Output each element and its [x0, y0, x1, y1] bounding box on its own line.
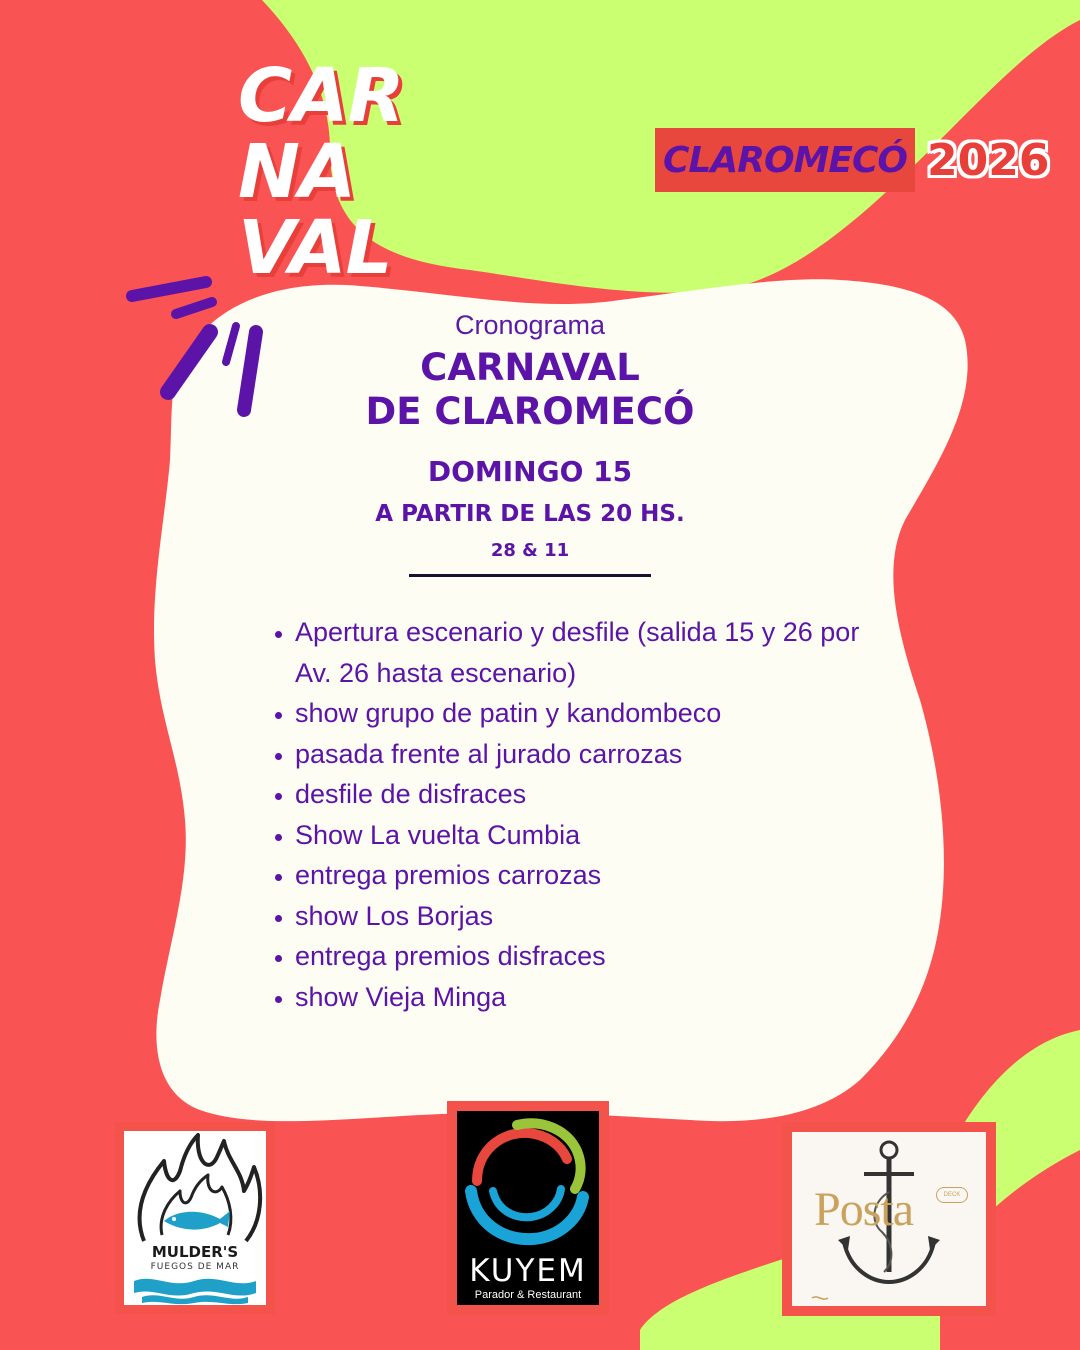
sponsor-logo-kuyem: [447, 1101, 609, 1315]
event-day: DOMINGO 15: [427, 455, 633, 488]
flame-fish-icon: [124, 1131, 266, 1305]
list-item: • entrega premios carrozas: [295, 855, 875, 896]
kuyem-name: KUYEM: [469, 1253, 587, 1289]
list-item: • show grupo de patin y kandombeco: [295, 693, 875, 734]
carnaval-title: [238, 53, 404, 291]
event-place: 28 & 11: [490, 540, 570, 561]
location-year-banner: [655, 128, 1049, 192]
schedule-header: [200, 300, 860, 577]
list-item: • Apertura escenario y desfile (salida 15 y 26 por Av. 26 hasta escenario): [295, 612, 875, 693]
schedule-title-line1: CARNAVAL: [420, 346, 640, 389]
title-line-car: CAR: [238, 53, 404, 139]
posta-logo-inner: [792, 1132, 986, 1306]
divider: [409, 574, 651, 577]
kuyem-tagline: Parador & Restaurant: [474, 1289, 582, 1301]
list-item: • show Los Borjas: [295, 896, 875, 937]
title-line-val: VAL: [238, 205, 392, 291]
location-label: CLAROMECÓ: [655, 128, 915, 192]
schedule-title: [200, 346, 860, 434]
schedule-title-line2: DE CLAROMECÓ: [365, 390, 695, 433]
kuyem-logo-inner: [457, 1111, 599, 1305]
title-line-na: NA: [238, 129, 356, 215]
events-list: [268, 612, 875, 1017]
posta-badge: DECK: [936, 1187, 968, 1203]
mulders-tagline: FUEGOS DE MAR: [150, 1262, 240, 1272]
year-label: 2026: [926, 134, 1050, 186]
list-item: • show Vieja Minga: [295, 977, 875, 1018]
event-time: A PARTIR DE LAS 20 HS.: [375, 501, 685, 527]
sponsor-logo-mulders: [115, 1122, 275, 1314]
posta-name: Posta: [814, 1183, 914, 1236]
list-item: • pasada frente al jurado carrozas: [295, 734, 875, 775]
mulders-logo-inner: [124, 1131, 266, 1305]
schedule-subtitle: Cronograma: [454, 310, 606, 340]
list-item: • desfile de disfraces: [295, 774, 875, 815]
list-item: • entrega premios disfraces: [295, 936, 875, 977]
swirl-icon: [457, 1111, 599, 1251]
sponsor-logo-posta: [782, 1122, 996, 1316]
mulders-name: MULDER'S: [151, 1243, 239, 1261]
list-item: • Show La vuelta Cumbia: [295, 815, 875, 856]
